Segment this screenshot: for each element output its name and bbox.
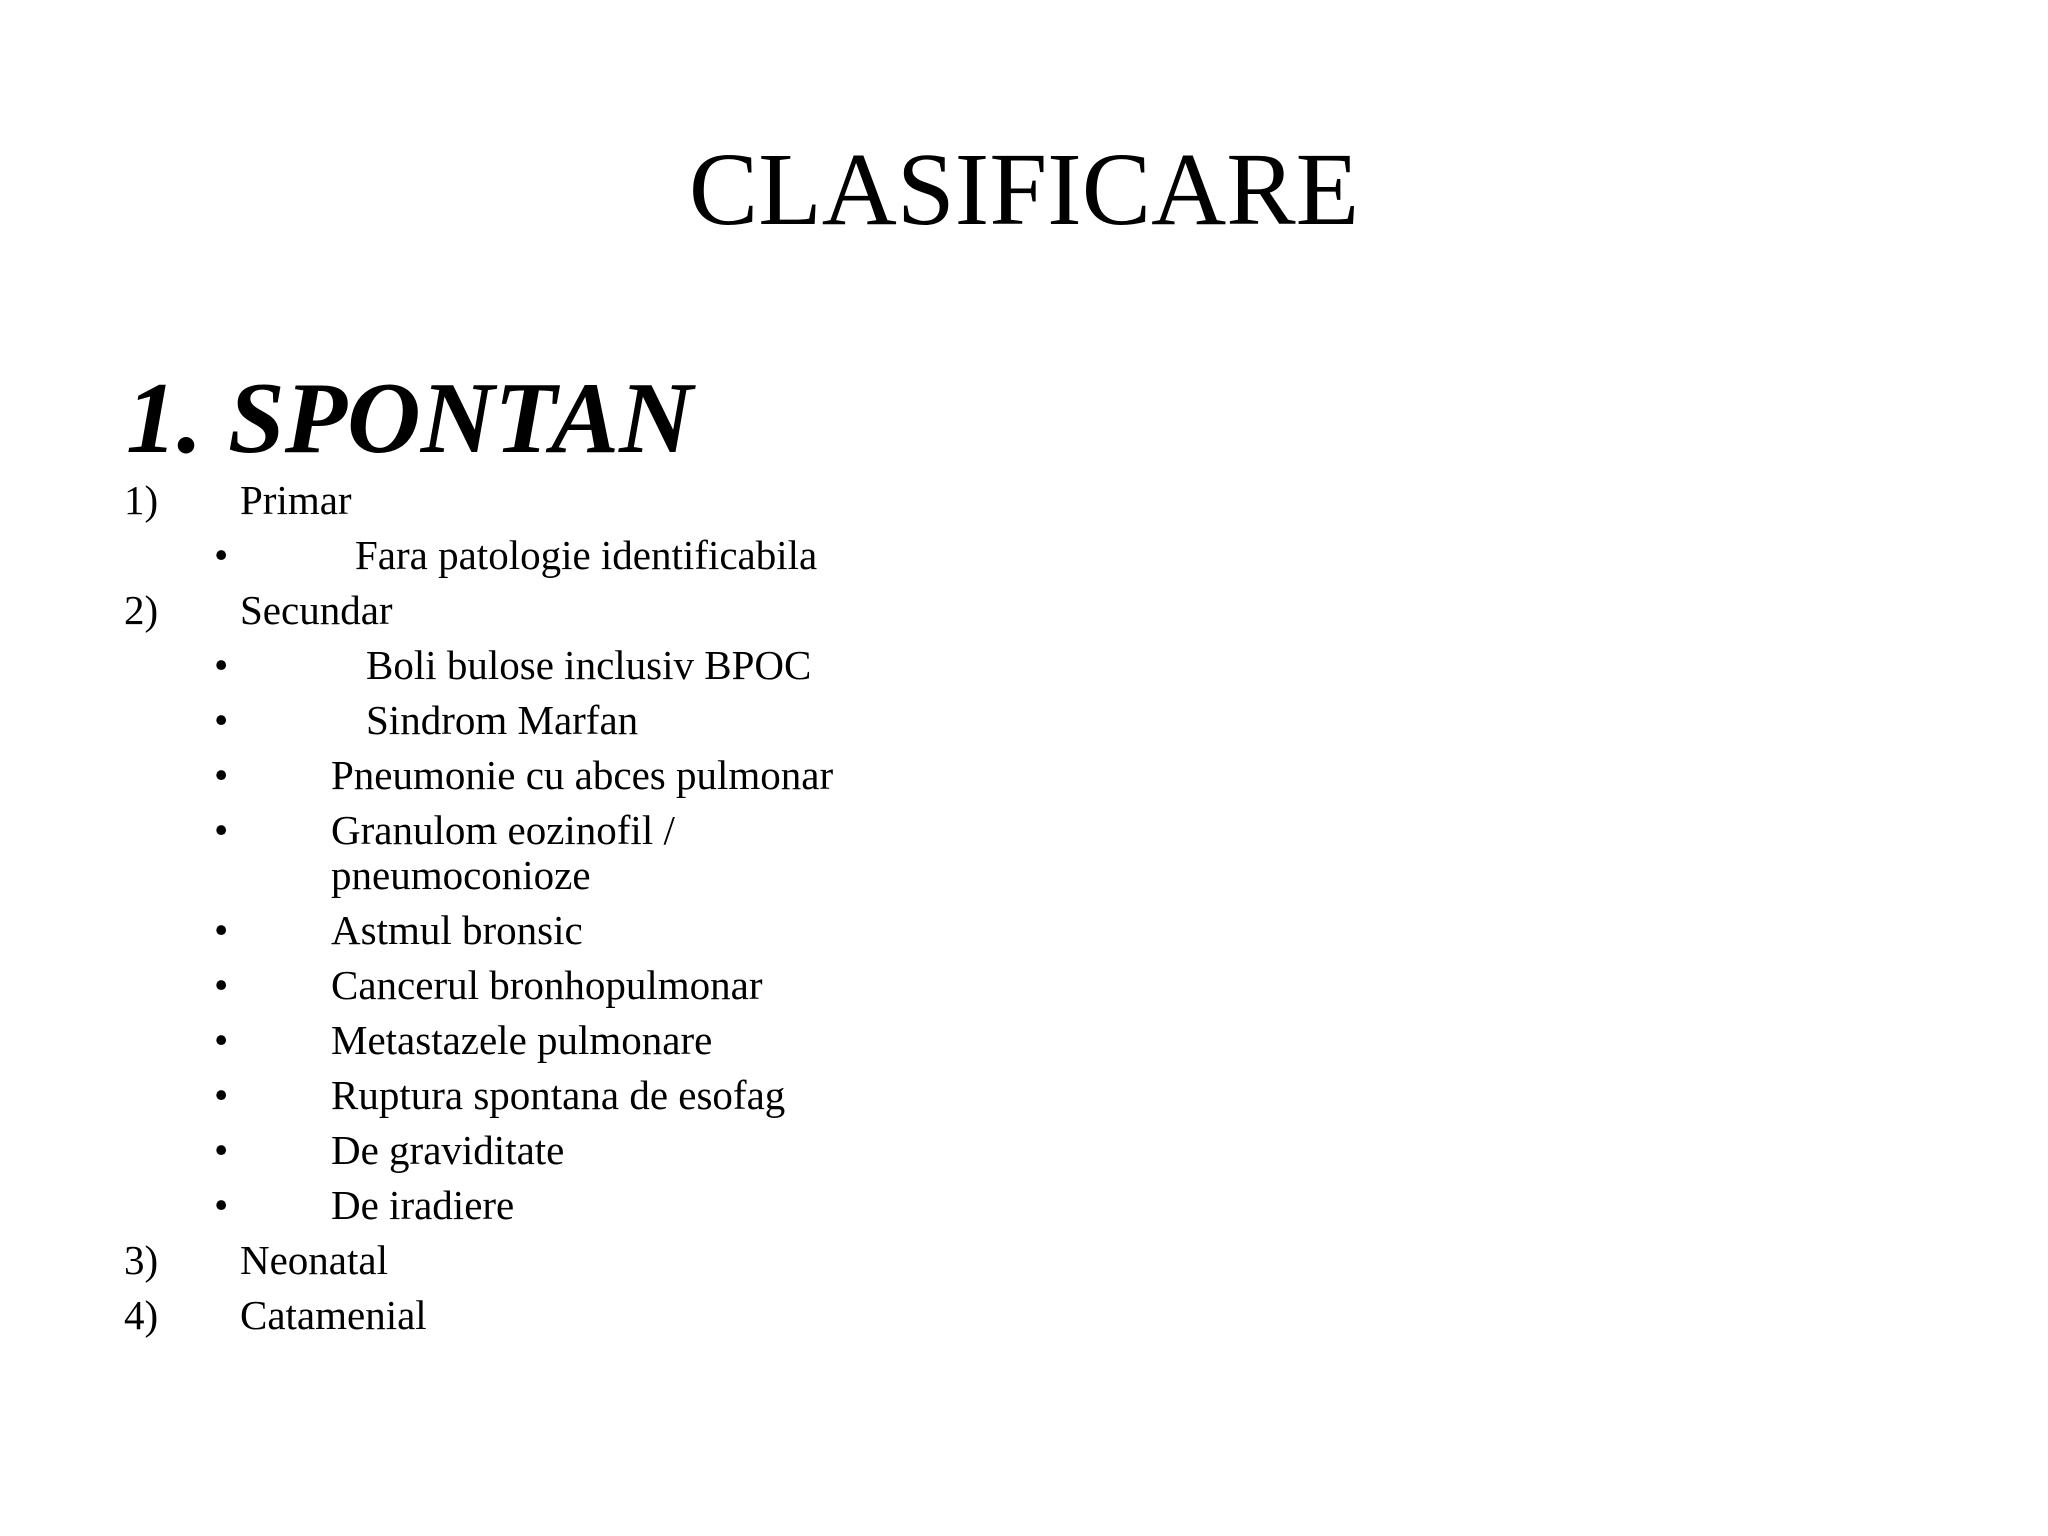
bullet-icon: • — [214, 1017, 229, 1063]
bullet-icon: • — [214, 752, 229, 798]
list-marker: 3) — [124, 1237, 159, 1283]
list-marker: 1) — [124, 477, 159, 523]
list-item-text: Primar — [240, 477, 352, 523]
bullet-icon: • — [214, 642, 229, 688]
bullet-icon: • — [214, 1127, 229, 1173]
list-item-text: pneumoconioze — [331, 852, 591, 898]
list-item-text: De graviditate — [331, 1127, 565, 1173]
list-item-text: Sindrom Marfan — [366, 697, 639, 743]
list-item-text: Neonatal — [240, 1237, 388, 1283]
bullet-icon: • — [214, 962, 229, 1008]
section-heading: 1. SPONTAN — [126, 362, 693, 475]
list-item-text: Cancerul bronhopulmonar — [331, 962, 763, 1008]
list-item-text: Metastazele pulmonare — [331, 1017, 713, 1063]
list-item-text: Catamenial — [240, 1292, 427, 1338]
slide-title: CLASIFICARE — [688, 132, 1360, 247]
bullet-icon: • — [214, 1072, 229, 1118]
list-item-text: Boli bulose inclusiv BPOC — [366, 642, 812, 688]
list-item-text: Secundar — [240, 587, 393, 633]
list-item-text: Granulom eozinofil / — [331, 807, 675, 853]
bullet-icon: • — [214, 807, 229, 853]
list-item-text: Pneumonie cu abces pulmonar — [331, 752, 834, 798]
bullet-icon: • — [214, 1182, 229, 1228]
list-marker: 4) — [124, 1292, 159, 1338]
list-item-text: De iradiere — [331, 1182, 515, 1228]
bullet-icon: • — [214, 532, 229, 578]
list-item-text: Ruptura spontana de esofag — [331, 1072, 786, 1118]
list-item-text: Fara patologie identificabila — [355, 532, 818, 578]
bullet-icon: • — [214, 907, 229, 953]
bullet-icon: • — [214, 697, 229, 743]
list-marker: 2) — [124, 587, 159, 633]
list-item-text: Astmul bronsic — [331, 907, 583, 953]
